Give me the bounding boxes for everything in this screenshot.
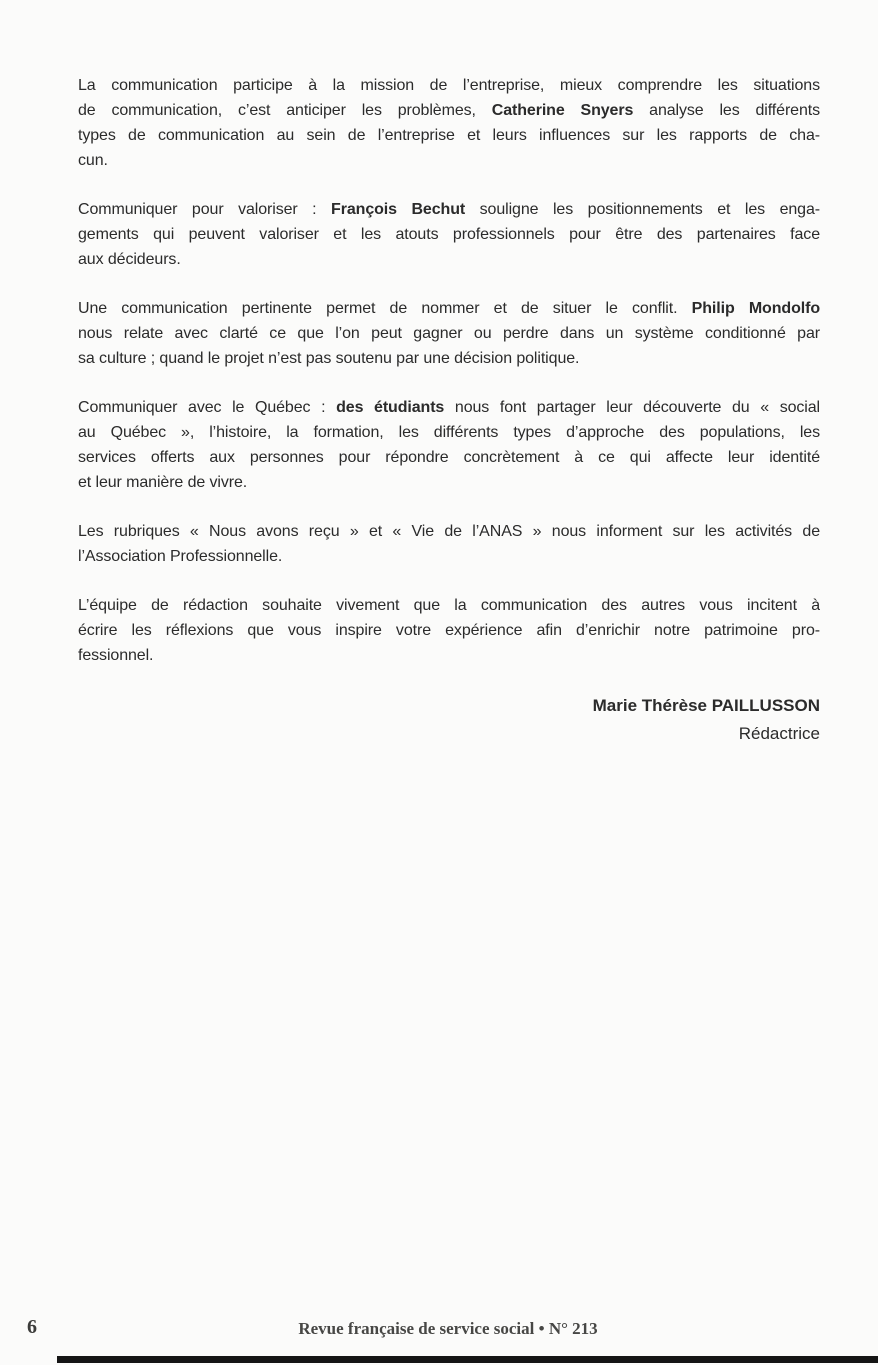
text-run: l’Association Professionnelle.: [78, 548, 283, 565]
text-run: et leur manière de vivre.: [78, 474, 248, 491]
text-line: [78, 296, 820, 321]
signature-block: [78, 692, 820, 748]
text-run: types de communication au sein de l’entreprise et leurs influences sur les rapports de cha-: [78, 127, 820, 144]
text-run: La communication participe à la mission de l’entreprise, mieux comprendre les situations: [78, 77, 820, 94]
text-line: [78, 593, 820, 618]
text-line: [78, 519, 820, 544]
author-name-bold: Catherine Snyers: [491, 102, 634, 119]
text-run: de communication, c’est anticiper les problèmes,: [78, 102, 492, 119]
author-name-bold: des étudiants: [336, 399, 445, 416]
text-line: [78, 123, 820, 148]
text-run: nous font partager leur découverte du « social: [444, 399, 820, 416]
text-line: [78, 618, 820, 643]
text-run: sa culture ; quand le projet n’est pas soutenu par une décision politique.: [78, 350, 580, 367]
text-run: cun.: [78, 152, 108, 169]
text-line: [78, 197, 820, 222]
text-run: L’équipe de rédaction souhaite vivement que la communication des autres vous incitent à: [78, 597, 820, 614]
paragraph: [78, 73, 820, 173]
text-line: [78, 445, 820, 470]
text-line: [78, 346, 820, 371]
signature-role: Rédactrice: [738, 724, 820, 743]
text-run: analyse les différents: [633, 102, 820, 119]
text-run: au Québec », l’histoire, la formation, les différents types d’approche des populations, les: [78, 424, 820, 441]
text-line: [78, 247, 820, 272]
text-line: [78, 73, 820, 98]
text-line: [78, 470, 820, 495]
signature-name: Marie Thérèse PAILLUSSON: [592, 696, 820, 715]
paragraph: [78, 519, 820, 569]
author-name-bold: François Bechut: [331, 201, 466, 218]
text-line: [78, 222, 820, 247]
text-run: aux décideurs.: [78, 251, 181, 268]
text-run: Une communication pertinente permet de nommer et de situer le conflit.: [78, 300, 692, 317]
text-line: [78, 544, 820, 569]
text-line: [78, 420, 820, 445]
paragraph: [78, 593, 820, 668]
text-run: Communiquer avec le Québec :: [78, 399, 337, 416]
text-run: nous relate avec clarté ce que l’on peut gagner ou perdre dans un système conditionné par: [78, 325, 820, 342]
text-run: services offerts aux personnes pour répondre concrètement à ce qui affecte leur identité: [78, 449, 820, 466]
article-body: [78, 73, 820, 748]
paragraph: [78, 395, 820, 495]
text-run: gements qui peuvent valoriser et les atouts professionnels pour être des partenaires face: [78, 226, 820, 243]
text-line: [78, 98, 820, 123]
text-line: [78, 148, 820, 173]
text-run: Communiquer pour valoriser :: [78, 201, 332, 218]
text-run: Les rubriques « Nous avons reçu » et « Vie de l’ANAS » nous informent sur les activités de: [78, 523, 820, 540]
text-run: fessionnel.: [78, 647, 154, 664]
text-line: [78, 395, 820, 420]
text-run: souligne les positionnements et les enga-: [465, 201, 820, 218]
paragraph: [78, 197, 820, 272]
body-paragraphs: [78, 73, 820, 668]
text-run: écrire les réflexions que vous inspire votre expérience afin d’enrichir notre patrimoine pro-: [78, 622, 820, 639]
scan-artifact-bar: [57, 1356, 878, 1363]
page-number: 6: [27, 1316, 37, 1338]
paragraph: [78, 296, 820, 371]
journal-footer: Revue française de service social • N° 213: [298, 1319, 598, 1338]
text-line: [78, 321, 820, 346]
author-name-bold: Philip Mondolfo: [691, 300, 820, 317]
text-line: [78, 643, 820, 668]
